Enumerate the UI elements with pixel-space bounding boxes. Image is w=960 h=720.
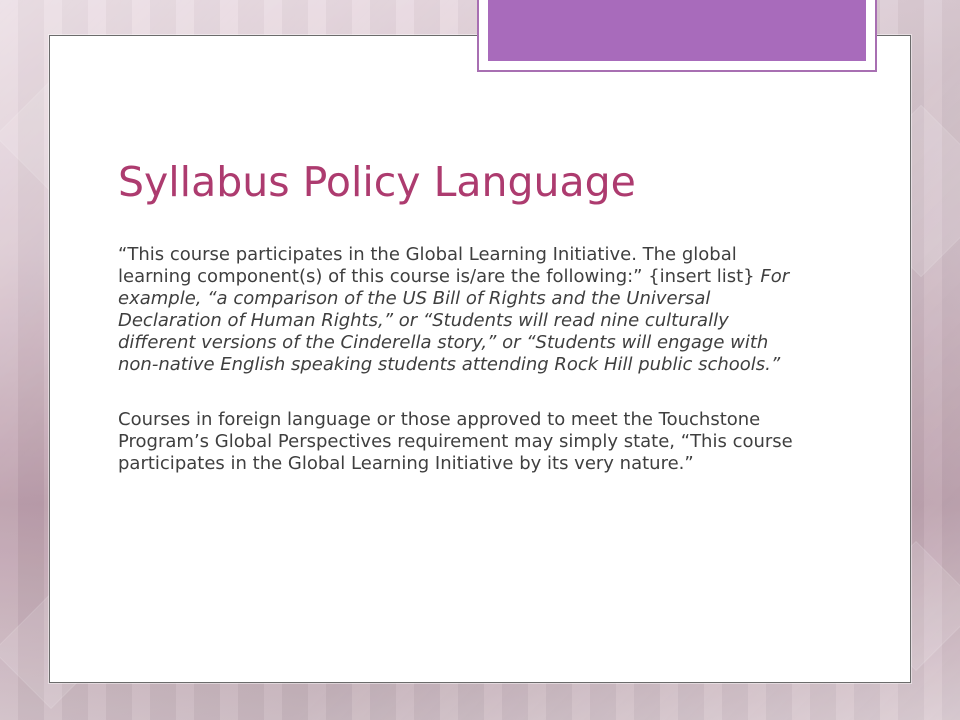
policy-paragraph-1 [118, 244, 808, 376]
policy-paragraph-1-main: “This course participates in the Global Learning Initiative. The global learning component(s) of this course is/are the following:” {insert list} [118, 244, 761, 287]
top-accent-bar [488, 0, 866, 61]
slide-title: Syllabus Policy Language [118, 158, 636, 206]
policy-paragraph-2: Courses in foreign language or those approved to meet the Touchstone Program’s Global Perspectives requirement may simply state, “This course participates in the Global Learning Initiative by its very nature.” [118, 409, 793, 474]
policy-paragraph-1-examples: For example, “a comparison of the US Bill of Rights and the Universal Declaration of Human Rights,” or “Students will read nine culturally different versions of the Cinderella story,” or “Students will engage with non-native English speaking students attending Rock Hill public schools.” [118, 266, 790, 375]
slide-body [118, 244, 808, 475]
